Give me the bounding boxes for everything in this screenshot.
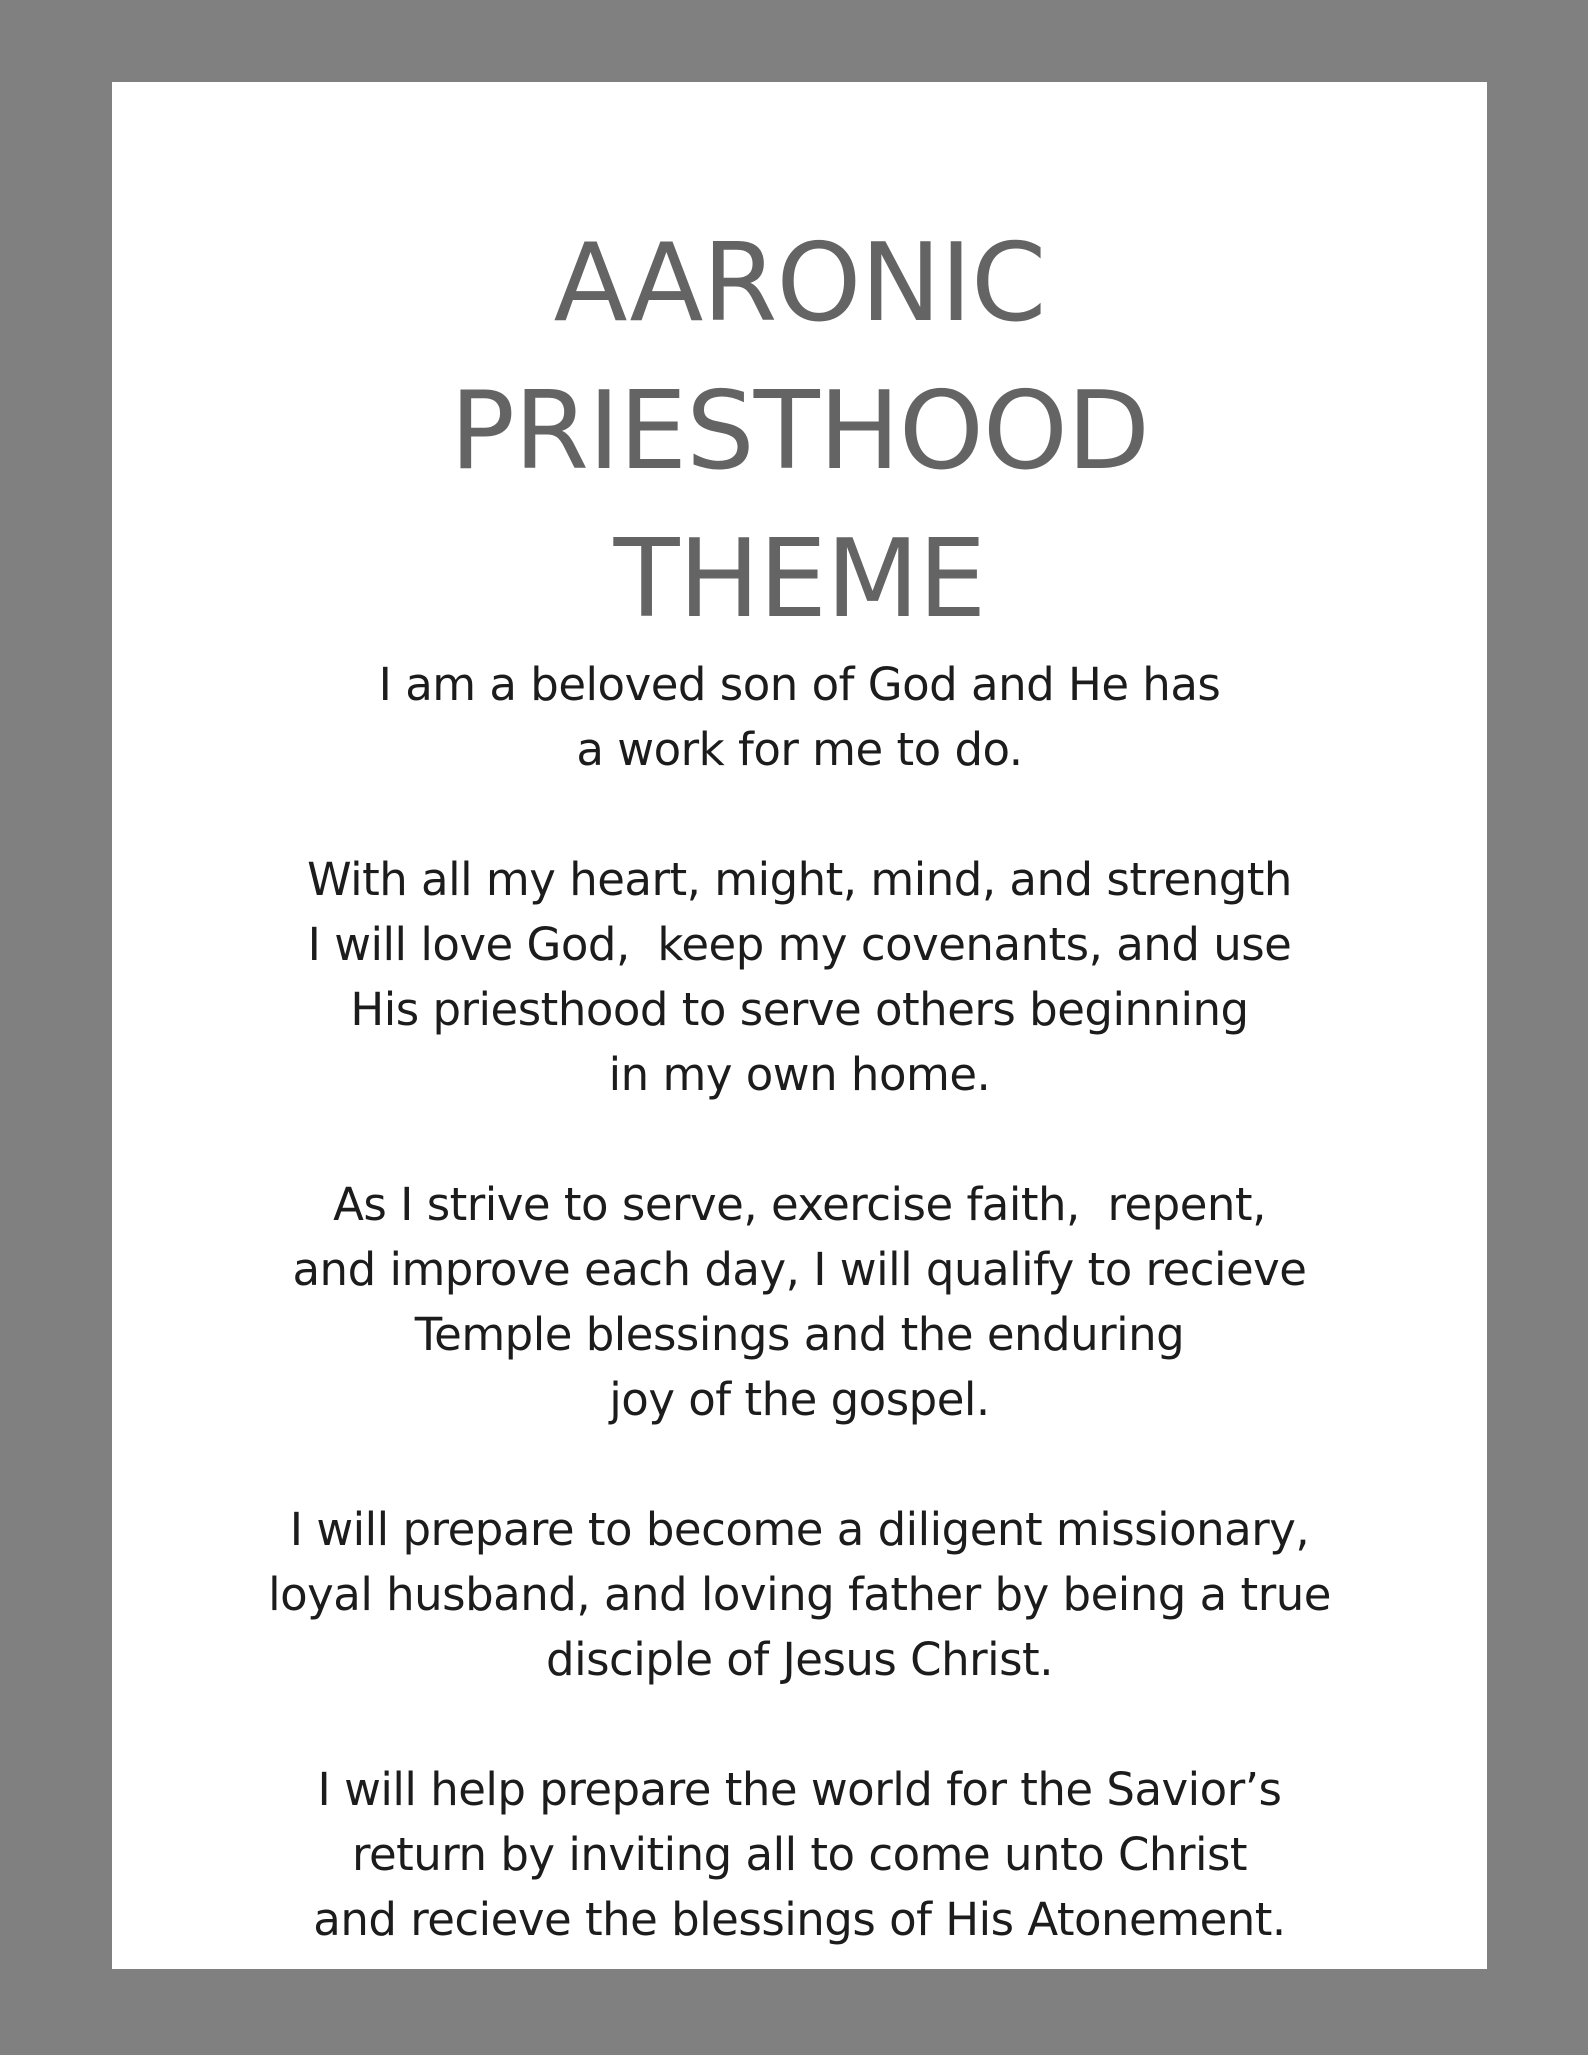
theme-paragraph-5 (112, 1757, 1487, 1952)
text-line: As I strive to serve, exercise faith, repent, (333, 1178, 1266, 1231)
theme-paragraph-3 (112, 1172, 1487, 1432)
text-line: I will prepare to become a diligent missionary, (289, 1503, 1310, 1556)
theme-paragraph-2 (112, 847, 1487, 1107)
text-line: I will help prepare the world for the Savior’s (317, 1763, 1282, 1816)
text-line: joy of the gospel. (609, 1373, 990, 1426)
title-line: AARONIC (553, 221, 1046, 346)
text-line: I am a beloved son of God and He has (378, 658, 1221, 711)
theme-paragraph-4 (112, 1497, 1487, 1692)
text-line: Temple blessings and the enduring (414, 1308, 1185, 1361)
title-line: PRIESTHOOD (449, 369, 1150, 494)
text-line: a work for me to do. (576, 723, 1023, 776)
text-line: His priesthood to serve others beginning (350, 983, 1249, 1036)
theme-paragraph-1 (112, 652, 1487, 782)
text-line: in my own home. (608, 1048, 991, 1101)
text-line: With all my heart, might, mind, and strength (307, 853, 1292, 906)
page-title (112, 210, 1487, 654)
theme-body (112, 652, 1487, 1952)
text-line: and improve each day, I will qualify to recieve (292, 1243, 1307, 1296)
title-line: THEME (613, 517, 986, 642)
document-page (112, 82, 1487, 1969)
text-line: loyal husband, and loving father by being a true (268, 1568, 1331, 1621)
text-line: and recieve the blessings of His Atonement. (313, 1893, 1286, 1946)
text-line: I will love God, keep my covenants, and use (307, 918, 1292, 971)
text-line: return by inviting all to come unto Christ (351, 1828, 1248, 1881)
text-line: disciple of Jesus Christ. (546, 1633, 1053, 1686)
